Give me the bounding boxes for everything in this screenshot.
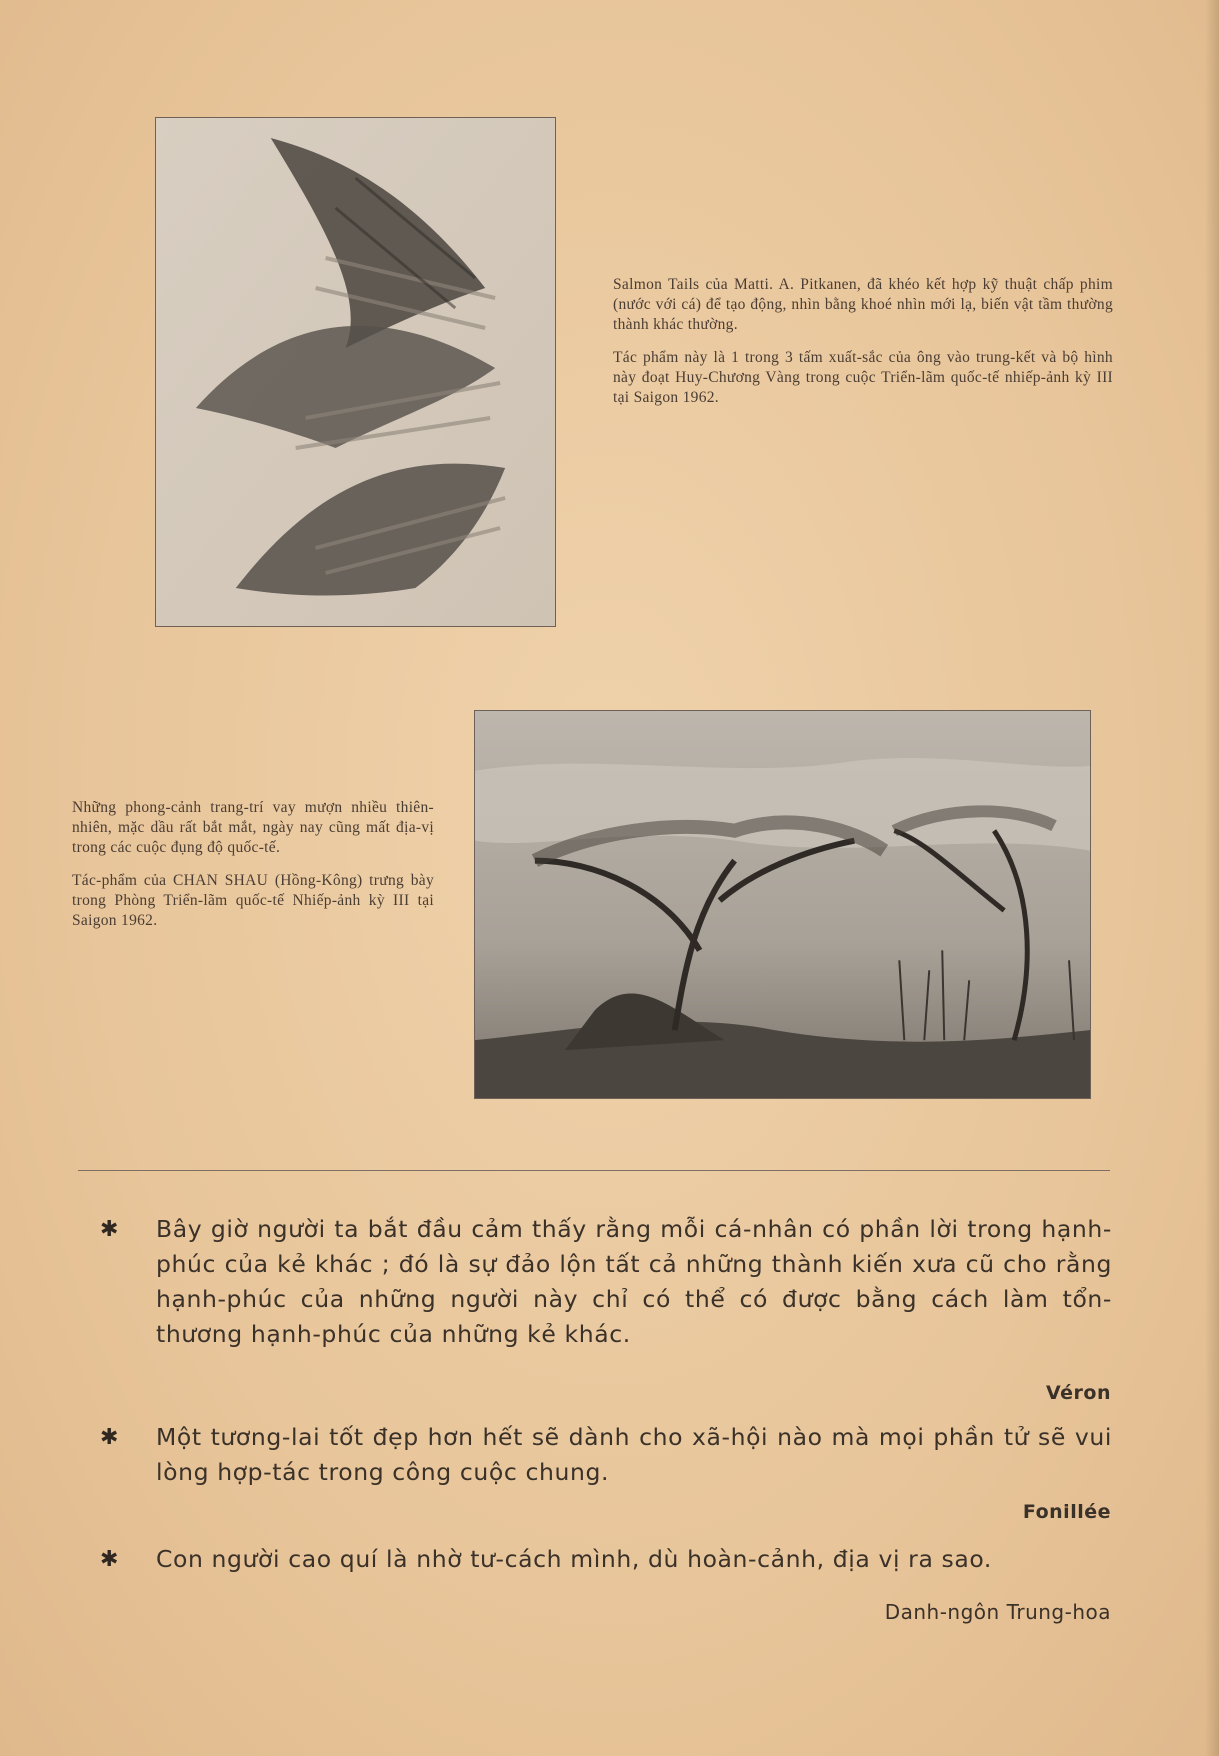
caption-1-paragraph-1: Salmon Tails của Matti. A. Pitkanen, đã khéo kết hợp kỹ thuật chấp phim (nước với cá) để tạo động, nhìn bằng khoé nhìn mới lạ, biến vật tầm thường thành khác thường.: [613, 276, 1113, 333]
quote-block: [100, 1420, 1112, 1490]
landscape-caption: [72, 798, 434, 944]
section-divider: [78, 1170, 1110, 1171]
star-bullet-icon: ✱: [100, 1425, 120, 1450]
caption-1-paragraph-2: Tác phẩm này là 1 trong 3 tấm xuất-sắc của ông vào trung-kết và bộ hình này đoạt Huy-Chương Vàng trong cuộc Triển-lãm quốc-tế nhiếp-ảnh kỳ III tại Saigon 1962.: [613, 349, 1113, 406]
quote-text: Một tương-lai tốt đẹp hơn hết sẽ dành cho xã-hội nào mà mọi phần tử sẽ vui lòng hợp-tác trong công cuộc chung.: [156, 1423, 1112, 1486]
caption-2-paragraph-2: Tác-phẩm của CHAN SHAU (Hồng-Kông) trưng bày trong Phòng Triển-lãm quốc-tế Nhiếp-ảnh kỳ III tại Saigon 1962.: [72, 872, 434, 929]
quote-author: Danh-ngôn Trung-hoa: [884, 1600, 1111, 1624]
quote-block: [100, 1542, 1112, 1577]
page-edge-shadow: [1205, 0, 1219, 1756]
quote-author: Véron: [1045, 1382, 1111, 1404]
salmon-tails-caption: [613, 275, 1113, 421]
caption-2-paragraph-1: Những phong-cảnh trang-trí vay mượn nhiều thiên-nhiên, mặc dầu rất bắt mắt, ngày nay cũng mất địa-vị trong các cuộc đụng độ quốc-tế.: [72, 799, 434, 856]
star-bullet-icon: ✱: [100, 1217, 120, 1242]
quote-text: Bây giờ người ta bắt đầu cảm thấy rằng mỗi cá-nhân có phần lời trong hạnh-phúc của kẻ khác ; đó là sự đảo lộn tất cả những thành kiến xưa cũ cho rằng hạnh-phúc của những người này chỉ có thể có được bằng cách làm tổn-thương hạnh-phúc của những kẻ khác.: [156, 1215, 1112, 1348]
quote-text: Con người cao quí là nhờ tư-cách mình, dù hoàn-cảnh, địa vị ra sao.: [156, 1545, 992, 1573]
quote-author: Fonillée: [1022, 1501, 1111, 1523]
landscape-trees-photo: [474, 710, 1091, 1099]
star-bullet-icon: ✱: [100, 1547, 120, 1572]
salmon-tails-photo: [155, 117, 556, 627]
quote-block: [100, 1212, 1112, 1352]
